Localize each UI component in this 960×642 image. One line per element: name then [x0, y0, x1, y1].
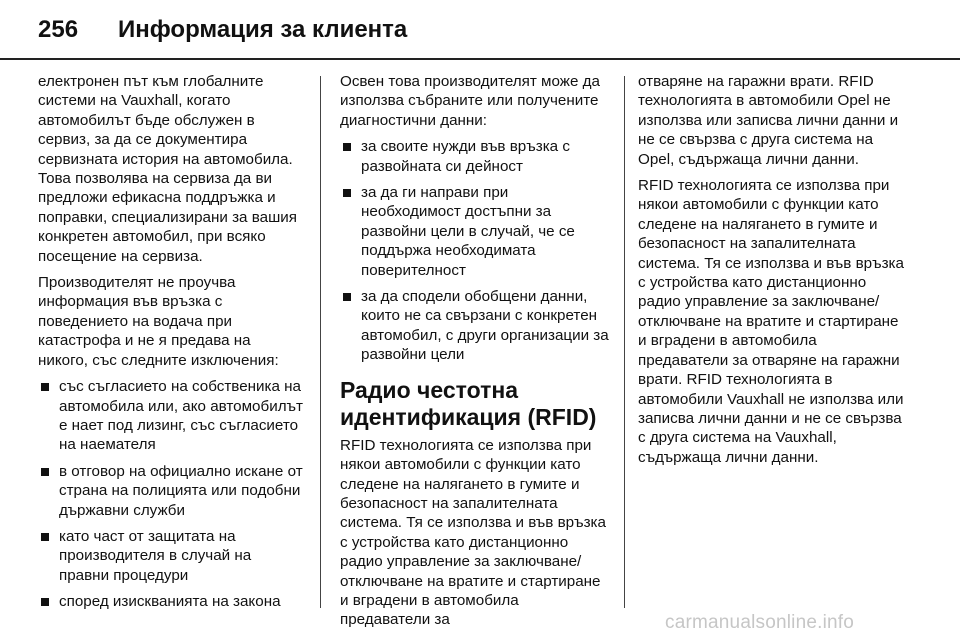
list-item: в отговор на официално искане от страна на полицията или подобни държавни служби	[38, 462, 304, 520]
column-3	[638, 72, 908, 474]
page-title: Информация за клиента	[118, 16, 408, 43]
square-bullet-icon	[343, 189, 351, 197]
paragraph: Освен това производителят може да използва събраните или получените диагностични данни:	[340, 73, 600, 129]
watermark: carmanualsonline.info	[665, 612, 855, 633]
paragraph: електронен път към глобалните системи на Vauxhall, когато автомобилът бъде обслужен в сервиз, за да се документира сервизната история на автомобила. Това позволява на сервиза да ви предложи ефикасна поддръжка и поправки, специализирани за вашия конкретен автомобил, при всяко посещение на сервиза.	[38, 73, 297, 265]
list-item: като част от защитата на производителя в случай на правни процедури	[38, 527, 304, 585]
section-heading: Радио честотна идентификация (RFID)	[340, 376, 597, 430]
list-item: за да сподели обобщени данни, които не са свързани с конкретен автомобил, с други организации за развойни цели	[340, 287, 610, 365]
square-bullet-icon	[41, 383, 49, 391]
column-1	[38, 72, 304, 619]
list-item: със съгласието на собственика на автомобила или, ако автомобилът е нает под лизинг, със съгласието на наемателя	[38, 377, 304, 455]
square-bullet-icon	[41, 598, 49, 606]
bullet-list	[340, 137, 610, 364]
paragraph: Производителят не проучва информация във връзка с поведението на водача при катастрофа и не я предава на никого, със следните изключения:	[38, 274, 279, 369]
paragraph: RFID технологията се използва при някои автомобили с функции като следене на налягането в гумите и безопасност на запалителната система. Тя се използва и във връзка с устройства като дистанционно радио управление за заключване/отключване на вратите и стартиране и вградени в автомобила предаватели за отваряне на гаражни врати. RFID технологията в автомобили Vauxhall не използва или записва лични данни и не се свързва с друга система на Vauxhall, съдържаща лични данни.	[638, 177, 904, 466]
square-bullet-icon	[41, 468, 49, 476]
header-rule	[0, 58, 960, 60]
page-header	[0, 0, 960, 60]
list-item: според изискванията на закона	[38, 592, 304, 611]
paragraph: RFID технологията се използва при някои автомобили с функции като следене на налягането в гумите и безопасност на запалителната система. Тя се използва и във връзка с устройства като дистанционно радио управление за заключване/отключване на вратите и стартиране и вградени в автомобила предаватели за	[340, 436, 606, 629]
list-item: за да ги направи при необходимост достъпни за развойни цели в случай, че се поддържа необходимата поверителност	[340, 183, 610, 280]
column-divider-1	[320, 76, 321, 608]
bullet-list	[38, 377, 304, 611]
column-2	[340, 72, 610, 637]
square-bullet-icon	[343, 143, 351, 151]
square-bullet-icon	[41, 533, 49, 541]
column-divider-2	[624, 76, 625, 608]
list-item: за своите нужди във връзка с развойната си дейност	[340, 137, 610, 176]
paragraph: отваряне на гаражни врати. RFID технологията в автомобили Opel не използва или записва лични данни и не се свързва с друга система на Opel, съдържаща лични данни.	[638, 73, 899, 168]
square-bullet-icon	[343, 293, 351, 301]
page-number: 256	[38, 16, 79, 43]
